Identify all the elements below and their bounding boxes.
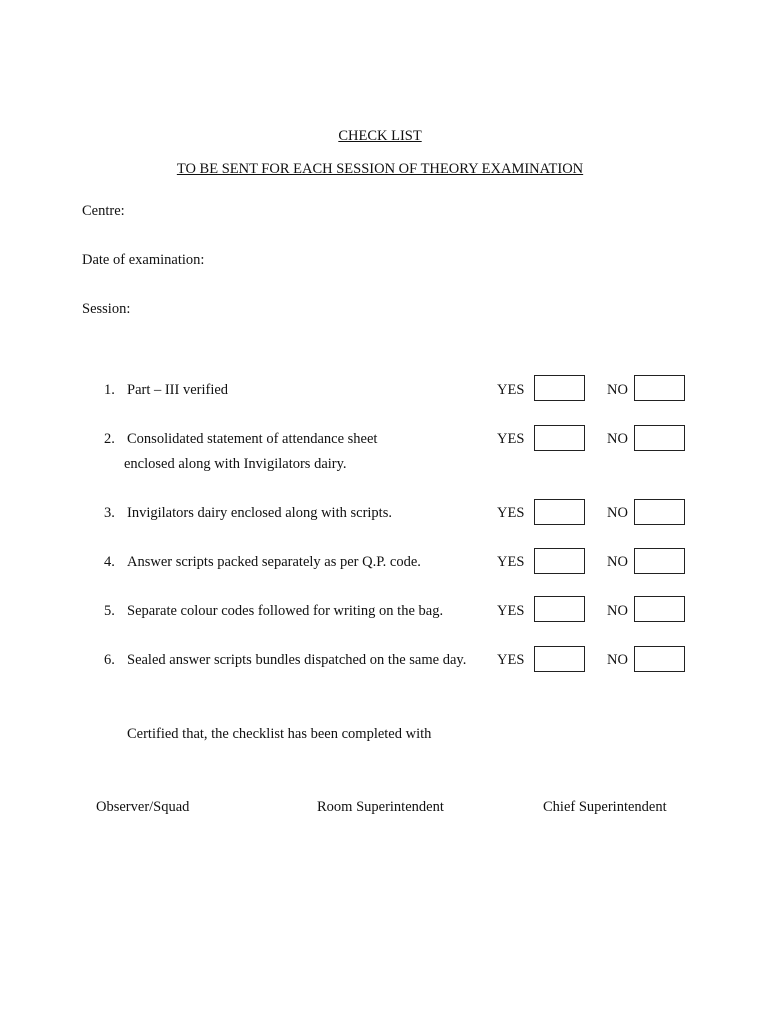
no-checkbox[interactable] (634, 548, 685, 574)
no-label: NO (607, 554, 628, 570)
no-checkbox[interactable] (634, 499, 685, 525)
yes-checkbox[interactable] (534, 375, 585, 401)
chief-superintendent-signature-label: Chief Superintendent (543, 799, 667, 815)
no-checkbox[interactable] (634, 425, 685, 451)
item-text: Part – III verified (127, 382, 229, 398)
yes-label: YES (497, 554, 525, 570)
yes-checkbox[interactable] (534, 425, 585, 451)
no-label: NO (607, 382, 628, 398)
room-superintendent-signature-label: Room Superintendent (317, 799, 444, 815)
no-checkbox[interactable] (634, 646, 685, 672)
yes-label: YES (497, 431, 525, 447)
centre-label: Centre: (82, 203, 125, 219)
no-label: NO (607, 603, 628, 619)
item-number: 1. (104, 382, 115, 398)
item-number: 6. (104, 652, 115, 668)
certification-text: Certified that, the checklist has been completed with (127, 726, 432, 742)
yes-label: YES (497, 382, 525, 398)
item-text-continued: enclosed along with Invigilators dairy. (124, 456, 347, 472)
no-label: NO (607, 431, 628, 447)
yes-checkbox[interactable] (534, 596, 585, 622)
item-text: Invigilators dairy enclosed along with scripts. (127, 505, 392, 521)
yes-checkbox[interactable] (534, 548, 585, 574)
item-text: Sealed answer scripts bundles dispatched on the same day. (127, 652, 467, 668)
yes-label: YES (497, 603, 525, 619)
yes-checkbox[interactable] (534, 499, 585, 525)
page-subtitle: TO BE SENT FOR EACH SESSION OF THEORY EXAMINATION (176, 161, 584, 177)
no-checkbox[interactable] (634, 596, 685, 622)
item-number: 2. (104, 431, 115, 447)
no-label: NO (607, 505, 628, 521)
yes-label: YES (497, 652, 525, 668)
date-label: Date of examination: (82, 252, 205, 268)
item-number: 4. (104, 554, 115, 570)
item-number: 5. (104, 603, 115, 619)
session-label: Session: (82, 301, 131, 317)
no-checkbox[interactable] (634, 375, 685, 401)
page-title: CHECK LIST (338, 128, 422, 144)
item-number: 3. (104, 505, 115, 521)
yes-checkbox[interactable] (534, 646, 585, 672)
yes-label: YES (497, 505, 525, 521)
item-text: Separate colour codes followed for writing on the bag. (127, 603, 444, 619)
item-text: Consolidated statement of attendance sheet (127, 431, 378, 447)
observer-signature-label: Observer/Squad (96, 799, 190, 815)
item-text: Answer scripts packed separately as per Q.P. code. (127, 554, 421, 570)
no-label: NO (607, 652, 628, 668)
